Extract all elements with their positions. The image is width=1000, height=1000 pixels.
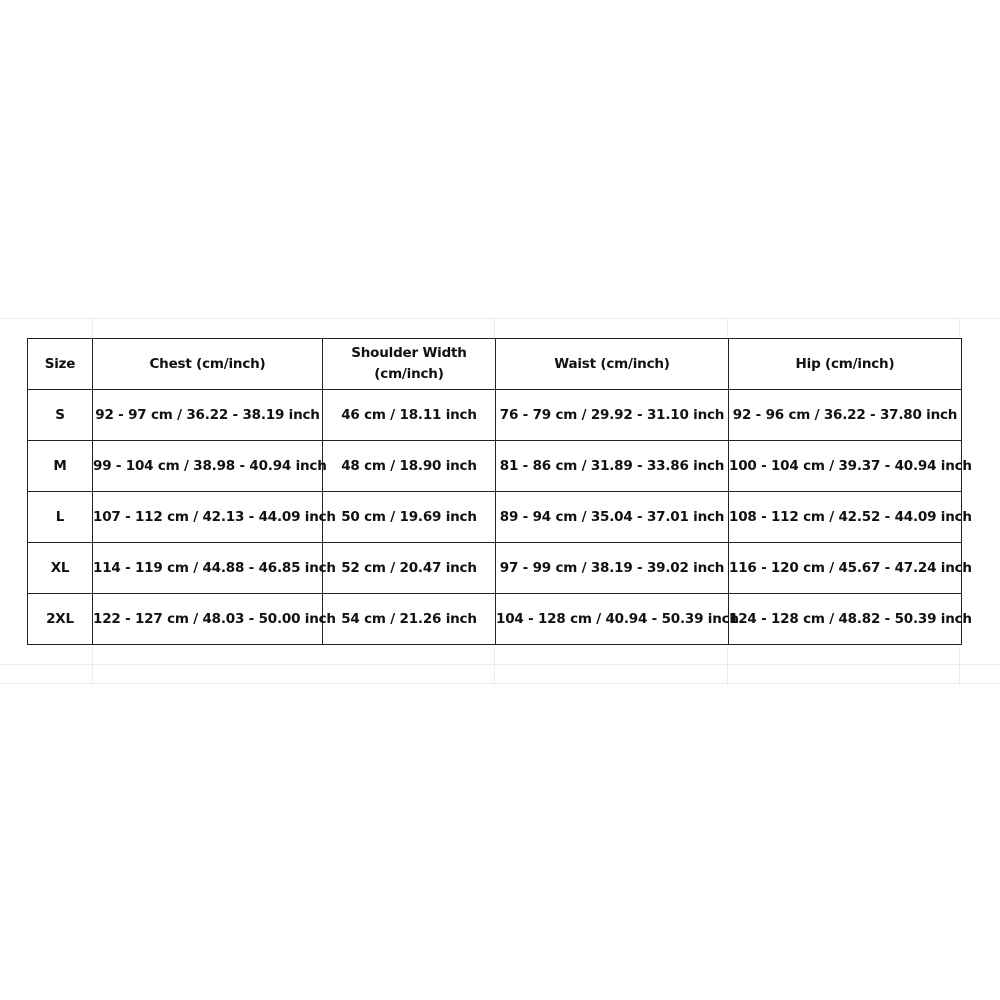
cell-chest: 122 - 127 cm / 48.03 - 50.00 inch (93, 594, 323, 645)
gridline (727, 646, 728, 686)
cell-chest: 107 - 112 cm / 42.13 - 44.09 inch (93, 492, 323, 543)
table-row (28, 390, 962, 441)
cell-hip: 108 - 112 cm / 42.52 - 44.09 inch (729, 492, 962, 543)
cell-shoulder: 46 cm / 18.11 inch (323, 390, 496, 441)
header-label: Waist (cm/inch) (554, 356, 670, 372)
cell-shoulder: 54 cm / 21.26 inch (323, 594, 496, 645)
gridline (959, 646, 960, 686)
gridline (727, 318, 728, 338)
gridline (0, 664, 1000, 665)
header-label: Shoulder Width (351, 345, 467, 361)
gridline (0, 683, 1000, 684)
gridline (92, 646, 93, 686)
header-label: Chest (cm/inch) (149, 356, 266, 372)
cell-waist: 81 - 86 cm / 31.89 - 33.86 inch (496, 441, 729, 492)
cell-waist: 89 - 94 cm / 35.04 - 37.01 inch (496, 492, 729, 543)
cell-shoulder: 52 cm / 20.47 inch (323, 543, 496, 594)
header-chest (93, 339, 323, 390)
header-label: Hip (cm/inch) (795, 356, 895, 372)
table-row (28, 594, 962, 645)
header-shoulder-width (323, 339, 496, 390)
cell-size: XL (28, 543, 93, 594)
cell-size: S (28, 390, 93, 441)
cell-waist: 97 - 99 cm / 38.19 - 39.02 inch (496, 543, 729, 594)
header-row (28, 339, 962, 390)
cell-chest: 99 - 104 cm / 38.98 - 40.94 inch (93, 441, 323, 492)
table-row (28, 492, 962, 543)
gridline (959, 318, 960, 338)
cell-chest: 92 - 97 cm / 36.22 - 38.19 inch (93, 390, 323, 441)
cell-size: L (28, 492, 93, 543)
cell-size: M (28, 441, 93, 492)
cell-waist: 76 - 79 cm / 29.92 - 31.10 inch (496, 390, 729, 441)
header-label-unit: (cm/inch) (374, 366, 444, 382)
cell-hip: 100 - 104 cm / 39.37 - 40.94 inch (729, 441, 962, 492)
cell-chest: 114 - 119 cm / 44.88 - 46.85 inch (93, 543, 323, 594)
cell-shoulder: 48 cm / 18.90 inch (323, 441, 496, 492)
cell-waist: 104 - 128 cm / 40.94 - 50.39 inch (496, 594, 729, 645)
cell-hip: 116 - 120 cm / 45.67 - 47.24 inch (729, 543, 962, 594)
table-row (28, 441, 962, 492)
gridline (0, 318, 1000, 319)
gridline (92, 318, 93, 338)
cell-size: 2XL (28, 594, 93, 645)
header-size (28, 339, 93, 390)
cell-hip: 124 - 128 cm / 48.82 - 50.39 inch (729, 594, 962, 645)
header-label: Size (44, 356, 76, 372)
gridline (494, 646, 495, 686)
gridline (494, 318, 495, 338)
table-row (28, 543, 962, 594)
header-hip (729, 339, 962, 390)
size-chart-table (27, 338, 972, 645)
cell-shoulder: 50 cm / 19.69 inch (323, 492, 496, 543)
cell-hip: 92 - 96 cm / 36.22 - 37.80 inch (729, 390, 962, 441)
header-waist (496, 339, 729, 390)
